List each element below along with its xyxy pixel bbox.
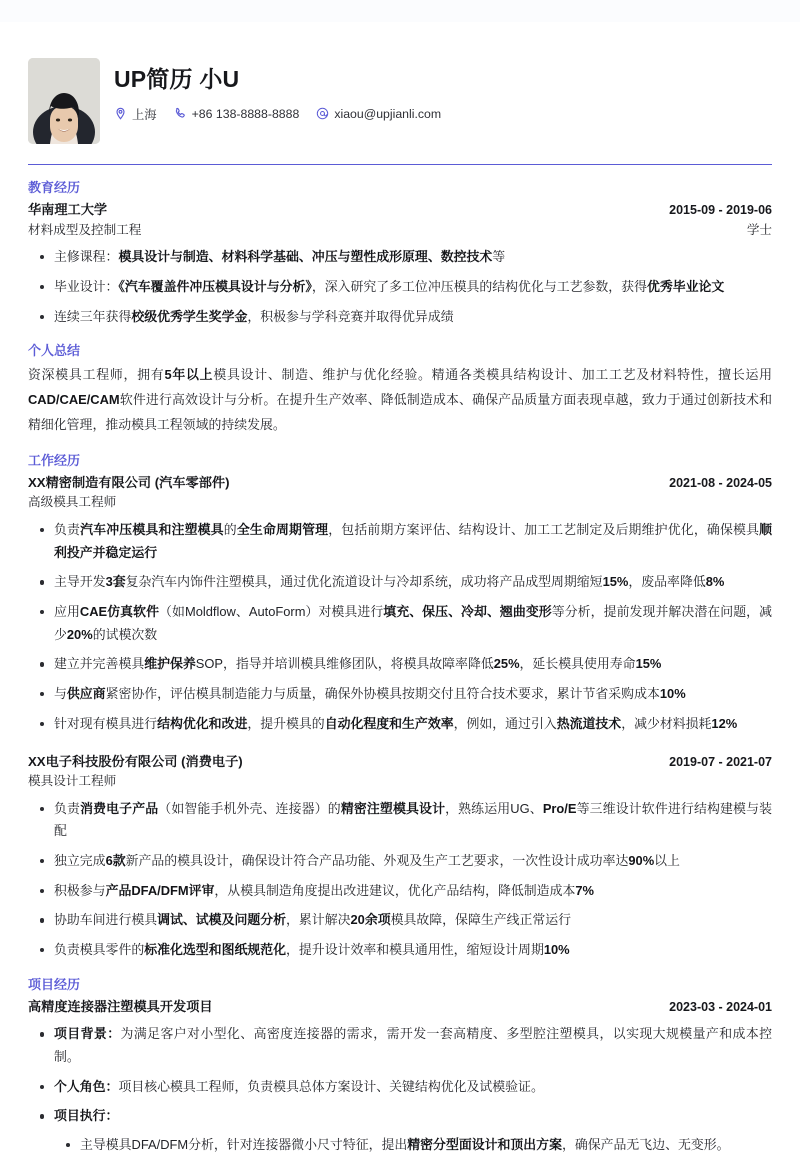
entry-date-range: 2021-08 - 2024-05 [669,475,772,490]
bullet-item: 应用CAE仿真软件（如Moldflow、AutoForm）对模具进行填充、保压、冷却、翘曲变形等分析，提前发现并解决潜在问题，减少20%的试模次数 [54,601,772,646]
bullet-list [28,798,772,962]
entry [28,997,772,1157]
bullet-item: 个人角色：项目核心模具工程师，负责模具总体方案设计、关键结构优化及试模验证。 [54,1076,772,1099]
bullet-item: 毕业设计：《汽车覆盖件冲压模具设计与分析》，深入研究了多工位冲压模具的结构优化与工艺参数，获得优秀毕业论文 [54,276,772,299]
entry [28,752,772,962]
contact-location-value: 上海 [132,107,157,122]
bullet-item: 主导开发3套复杂汽车内饰件注塑模具，通过优化流道设计与冷却系统，成功将产品成型周期缩短15%，废品率降低8% [54,571,772,594]
identity-block [114,58,454,123]
contact-row [114,105,454,123]
entry-title-line [28,752,772,772]
contact-email-value: xiaou@upjianli.com [334,106,442,121]
resume-sections [28,165,772,1157]
avatar [28,58,100,144]
section-summary [28,328,772,437]
bullet-item: 负责模具零件的标准化选型和图纸规范化，提升设计效率和模具通用性，缩短设计周期10% [54,939,772,962]
entry-role: 模具设计工程师 [28,773,117,788]
phone-icon [174,107,187,120]
entry-title-line [28,997,772,1017]
bullet-item: 独立完成6款新产品的模具设计，确保设计符合产品功能、外观及生产工艺要求，一次性设计成功率达90%以上 [54,850,772,873]
bullet-list [28,519,772,736]
bullet-item: 主修课程：模具设计与制造、材料科学基础、冲压与塑性成形原理、数控技术等 [54,246,772,269]
entry-role: 材料成型及控制工程 [28,222,142,237]
entry-organization: 华南理工大学 [28,202,108,218]
entry [28,473,772,736]
bullet-item: 负责汽车冲压模具和注塑模具的全生命周期管理，包括前期方案评估、结构设计、加工工艺制定及后期维护优化，确保模具顺利投产并稳定运行 [54,519,772,564]
section-title: 工作经历 [28,452,81,468]
entry-role: 高级模具工程师 [28,495,117,510]
entry-date-range: 2015-09 - 2019-06 [669,203,772,218]
entry-subtitle-line [28,772,772,792]
bullet-list [54,1134,772,1157]
entry-organization: XX精密制造有限公司 (汽车零部件) [28,474,230,490]
bullet-item: 项目执行： 主导模具DFA/DFM分析，针对连接器微小尺寸特征，提出精密分型面设计和顶出方案，确保产品无飞边、无变形。 [54,1105,772,1156]
bullet-item: 项目背景：为满足客户对小型化、高密度连接器的需求，需开发一套高精度、多型腔注塑模具，以实现大规模量产和成本控制。 [54,1023,772,1068]
contact-phone-value: +86 138-8888-8888 [191,106,300,121]
contact-phone [174,107,300,121]
entry-organization: XX电子科技股份有限公司 (消费电子) [28,753,243,769]
email-at-icon [316,107,329,120]
person-name: UP简历 小U [114,66,240,92]
entry-subtitle-line [28,221,772,241]
entry-organization: 高精度连接器注塑模具开发项目 [28,998,213,1014]
entry-title-line [28,473,772,493]
entry-subtitle-line [28,493,772,513]
bullet-item: 积极参与产品DFA/DFM评审，从模具制造角度提出改进建议，优化产品结构，降低制造成本7% [54,880,772,903]
contact-email [316,107,441,121]
contact-location [114,105,157,123]
section-work [28,438,772,962]
entry-title-line [28,200,772,220]
summary-paragraph: 资深模具工程师，拥有5年以上模具设计、制造、维护与优化经验。精通各类模具结构设计、加工工艺及材料特性，擅长运用CAD/CAE/CAM软件进行高效设计与分析。在提升生产效率、降低制造成本、确保产品质量方面表现卓越，致力于通过创新技术和精细化管理，推动模具工程领域的持续发展。 [28,367,772,432]
entry-date-range: 2023-03 - 2024-01 [669,999,772,1014]
bullet-item: 连续三年获得校级优秀学生奖学金，积极参与学科竞赛并取得优异成绩 [54,306,772,329]
section-title: 个人总结 [28,343,81,359]
entry [28,200,772,328]
bullet-item: 建立并完善模具维护保养SOP，指导并培训模具维修团队，将模具故障率降低25%，延长模具使用寿命15% [54,653,772,676]
resume-page [0,22,800,1157]
bullet-item: 针对现有模具进行结构优化和改进，提升模具的自动化程度和生产效率，例如，通过引入热流道技术，减少材料损耗12% [54,713,772,736]
section-projects [28,962,772,1157]
section-title: 教育经历 [28,180,81,195]
bullet-item: 与供应商紧密协作，评估模具制造能力与质量，确保外协模具按期交付且符合技术要求，累计节省采购成本10% [54,683,772,706]
bullet-item: 主导模具DFA/DFM分析，针对连接器微小尺寸特征，提出精密分型面设计和顶出方案，确保产品无飞边、无变形。 [80,1134,772,1157]
bullet-list [28,246,772,328]
location-pin-icon [114,107,127,120]
bullet-item: 协助车间进行模具调试、试模及问题分析，累计解决20余项模具故障，保障生产线正常运行 [54,909,772,932]
entry-date-range: 2019-07 - 2021-07 [669,754,772,769]
section-education [28,165,772,328]
bullet-list [28,1023,772,1157]
bullet-item: 负责消费电子产品（如智能手机外壳、连接器）的精密注塑模具设计，熟练运用UG、Pro/E等三维设计软件进行结构建模与装配 [54,798,772,843]
section-title: 项目经历 [28,976,81,992]
entry-extra: 学士 [746,222,772,237]
resume-header [28,22,772,144]
